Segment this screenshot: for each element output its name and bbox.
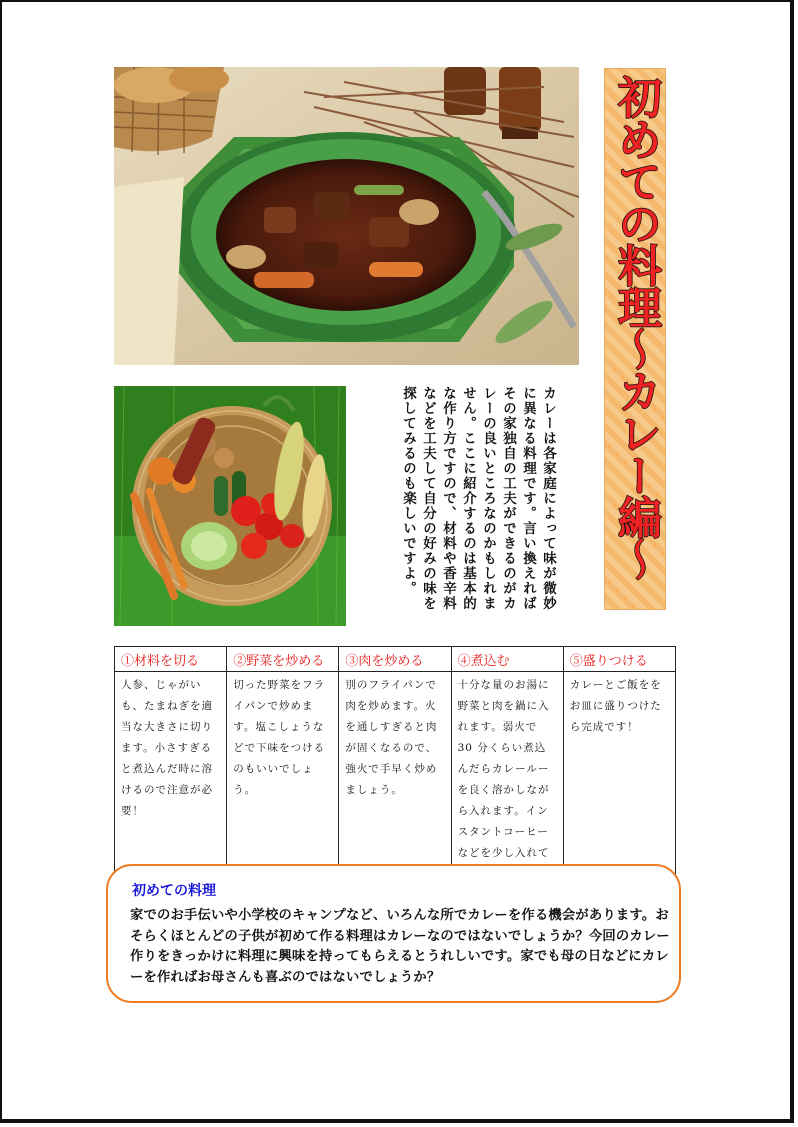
note-title: 初めての料理 [132, 883, 216, 899]
step-body: 十分な量のお湯に野菜と肉を鍋に入れます。弱火で 30 分くらい煮込んだらカレールーを良く溶かしながら入れます。インスタントコーヒーなどを少し入れて [451, 672, 563, 889]
step-heading: ②野菜を炒める [227, 647, 339, 672]
step-heading: ③肉を炒める [339, 647, 451, 672]
intro-text: カレーは各家庭によって味が微妙に異なる料理です。言い換えればその家独自の工夫ができるのがカレーの良いところなのかもしれません。ここに紹介するのは基本的な作り方ですので、材料や香辛料などを工夫して自分の好みの味を探してみるのも楽しいですよ。 [400, 386, 556, 611]
step-heading: ④煮込む [451, 647, 563, 672]
step-body: 切った野菜をフライパンで炒めます。塩こしょうなどで下味をつけるのもいいでしょう。 [227, 672, 339, 889]
note-body: 家でのお手伝いや小学校のキャンプなど、いろんな所でカレーを作る機会があります。おそらくほとんどの子供が初めて作る料理はカレーなのではないでしょうか？今回のカレー作りをきっかけに料理に興味を持ってもらえるとうれしいです。家でも母の日などにカレーを作ればお母さんも喜ぶのではないでしょうか？ [130, 908, 670, 985]
step-body: カレーとご飯ををお皿に盛りつけたら完成です！ [563, 672, 675, 889]
step-body: 人参、じゃがいも、たまねぎを適当な大きさに切ります。小さすぎると煮込んだ時に溶けるので注意が必要！ [115, 672, 227, 889]
stew-photo [114, 67, 579, 365]
vegetable-basket-photo [114, 386, 346, 626]
page-title: 初めての料理〜カレー編〜 [610, 75, 661, 579]
step-body: 別のフライパンで肉を炒めます。火を通しすぎると肉が固くなるので、強火で手早く炒めましょう。 [339, 672, 451, 889]
step-heading: ⑤盛りつける [563, 647, 675, 672]
step-heading: ①材料を切る [115, 647, 227, 672]
note-box [106, 864, 681, 1003]
steps-table [114, 646, 676, 889]
steps-body-row [115, 672, 676, 889]
steps-header-row [115, 647, 676, 672]
title-banner [604, 68, 666, 610]
